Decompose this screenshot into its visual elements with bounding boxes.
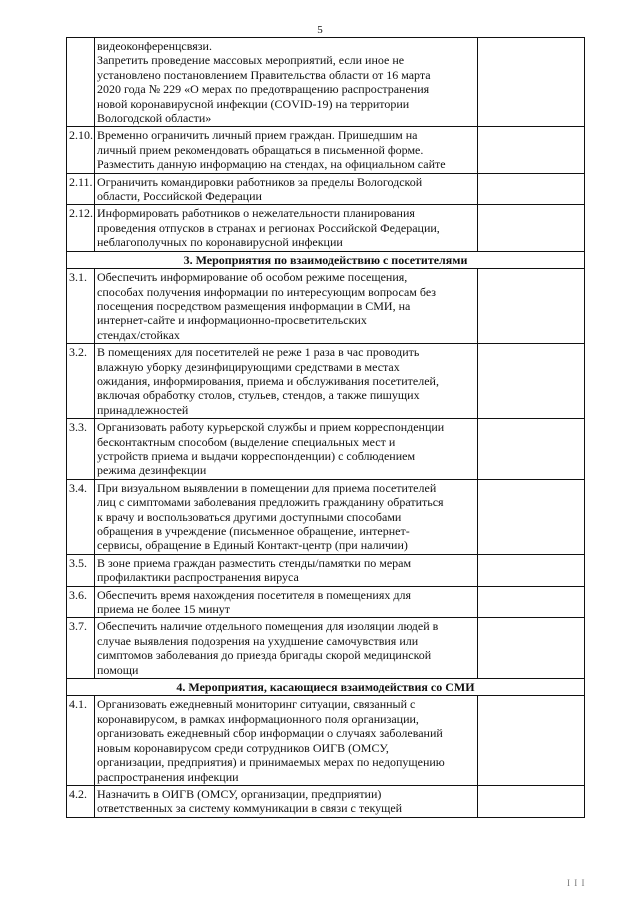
text-line: Разместить данную информацию на стендах, на официальном сайте — [97, 157, 446, 172]
measure-text — [95, 586, 478, 618]
item-number: 3.3. — [67, 419, 95, 480]
item-number: 3.2. — [67, 344, 95, 419]
text-line: профилактики распространения вируса — [97, 570, 299, 585]
empty-cell — [478, 479, 585, 554]
measure-text — [95, 419, 478, 480]
item-number: 3.4. — [67, 479, 95, 554]
page-number: 5 — [317, 24, 323, 36]
empty-cell — [478, 419, 585, 480]
text-line: личный прием рекомендовать обращаться в письменной форме. — [97, 142, 424, 157]
text-line: области, Российской Федерации — [97, 189, 262, 204]
measure-text — [95, 173, 478, 205]
text-line: случае выявления подозрения на ухудшение самочувствия или — [97, 633, 419, 648]
text-line: устройств приема и выдачи корреспонденции) с соблюдением — [97, 448, 416, 463]
measure-text — [95, 205, 478, 251]
text-line: Запретить проведение массовых мероприятий, если иное не — [97, 53, 405, 68]
empty-cell — [478, 586, 585, 618]
measure-text — [95, 618, 478, 679]
text-line: новым коронавирусом среди сотрудников ОИГВ (ОМСУ, — [97, 740, 389, 755]
table-row — [67, 38, 585, 127]
table-row — [67, 344, 585, 419]
section-heading-row — [67, 679, 585, 696]
text-line: неблагополучных по коронавирусной инфекции — [97, 235, 343, 250]
empty-cell — [478, 205, 585, 251]
table-row — [67, 785, 585, 817]
measure-text — [95, 127, 478, 173]
item-number: 3.1. — [67, 269, 95, 344]
text-line: сервисы, обращение в Единый Контакт-центр (при наличии) — [97, 538, 408, 553]
section-heading: 4. Мероприятия, касающиеся взаимодействия со СМИ — [67, 679, 585, 696]
table-row — [67, 205, 585, 251]
text-line: способах получения информации по интересующим вопросам без — [97, 284, 437, 299]
text-line: 2020 года № 229 «О мерах по предотвращению распространения — [97, 82, 430, 97]
text-line: Временно ограничить личный прием граждан. Пришедшим на — [97, 128, 418, 143]
table-row — [67, 127, 585, 173]
text-line: помощи — [97, 662, 139, 677]
text-line: Организовать ежедневный мониторинг ситуации, связанный с — [97, 697, 416, 712]
text-line: Назначить в ОИГВ (ОМСУ, организации, предприятии) — [97, 786, 382, 801]
text-line: приема не более 15 минут — [97, 602, 231, 617]
scan-mark: I I I — [567, 878, 586, 888]
text-line: организации, предприятия) и принимаемых мерах по недопущению — [97, 755, 445, 770]
measures-table — [66, 37, 585, 818]
text-line: влажную уборку дезинфицирующими средствами в местах — [97, 359, 400, 374]
text-line: проведения отпусков в странах и регионах Российской Федерации, — [97, 220, 440, 235]
empty-cell — [478, 344, 585, 419]
text-line: ответственных за систему коммуникации в связи с текущей — [97, 801, 403, 816]
empty-cell — [478, 38, 585, 127]
text-line: установлено постановлением Правительства области от 16 марта — [97, 67, 431, 82]
text-line: При визуальном выявлении в помещении для приема посетителей — [97, 480, 437, 495]
item-number: 3.6. — [67, 586, 95, 618]
table-row — [67, 554, 585, 586]
measure-text — [95, 344, 478, 419]
empty-cell — [478, 127, 585, 173]
text-line: Организовать работу курьерской службы и прием корреспонденции — [97, 420, 445, 435]
text-line: стендах/стойках — [97, 327, 180, 342]
text-line: В помещениях для посетителей не реже 1 раза в час проводить — [97, 345, 420, 360]
table-row — [67, 618, 585, 679]
item-number: 4.1. — [67, 696, 95, 785]
text-line: Обеспечить время нахождения посетителя в помещениях для — [97, 587, 411, 602]
table-row — [67, 269, 585, 344]
empty-cell — [478, 785, 585, 817]
section-heading-row — [67, 251, 585, 268]
text-line: организовать ежедневный сбор информации о случаях заболеваний — [97, 726, 443, 741]
measure-text — [95, 38, 478, 127]
empty-cell — [478, 618, 585, 679]
text-line: В зоне приема граждан разместить стенды/памятки по мерам — [97, 555, 412, 570]
table-row — [67, 419, 585, 480]
measure-text — [95, 696, 478, 785]
text-line: Ограничить командировки работников за пределы Вологодской — [97, 174, 423, 189]
text-line: принадлежностей — [97, 402, 189, 417]
table-row — [67, 173, 585, 205]
text-line: Вологодской области» — [97, 111, 212, 126]
measure-text — [95, 554, 478, 586]
measure-text — [95, 785, 478, 817]
text-line: ожидания, информирования, приема и обслуживания посетителей, — [97, 373, 439, 388]
empty-cell — [478, 173, 585, 205]
item-number: 2.12. — [67, 205, 95, 251]
text-line: бесконтактным способом (выделение специальных мест и — [97, 434, 396, 449]
text-line: режима дезинфекции — [97, 463, 207, 478]
measure-text — [95, 479, 478, 554]
empty-cell — [478, 696, 585, 785]
empty-cell — [478, 554, 585, 586]
item-number: 2.11. — [67, 173, 95, 205]
item-number — [67, 38, 95, 127]
text-line: включая обработку столов, стульев, стендов, а также пишущих — [97, 388, 420, 403]
table-row — [67, 696, 585, 785]
table-row — [67, 586, 585, 618]
item-number: 3.7. — [67, 618, 95, 679]
item-number: 2.10. — [67, 127, 95, 173]
text-line: симптомов заболевания до приезда бригады скорой медицинской — [97, 648, 432, 663]
item-number: 4.2. — [67, 785, 95, 817]
text-line: посещения посредством размещения информации в СМИ, на — [97, 298, 411, 313]
text-line: коронавирусом, в рамках информационного поля организации, — [97, 711, 419, 726]
text-line: Информировать работников о нежелательности планирования — [97, 206, 415, 221]
table-row — [67, 479, 585, 554]
text-line: интернет-сайте и информационно-просветительских — [97, 313, 367, 328]
text-line: обращения в учреждение (письменное обращение, интернет- — [97, 524, 410, 538]
section-heading: 3. Мероприятия по взаимодействию с посетителями — [67, 251, 585, 268]
text-line: лиц с симптомами заболевания предложить гражданину обратиться — [97, 495, 444, 510]
text-line: к врачу и воспользоваться другими доступными способами — [97, 509, 402, 524]
text-line: Обеспечить наличие отдельного помещения для изоляции людей в — [97, 619, 439, 634]
empty-cell — [478, 269, 585, 344]
text-line: новой коронавирусной инфекции (COVID-19) на территории — [97, 96, 410, 111]
text-line: распространения инфекции — [97, 769, 239, 784]
text-line: видеоконференцсвязи. — [97, 39, 212, 53]
text-line: Обеспечить информирование об особом режиме посещения, — [97, 270, 408, 285]
item-number: 3.5. — [67, 554, 95, 586]
measure-text — [95, 269, 478, 344]
